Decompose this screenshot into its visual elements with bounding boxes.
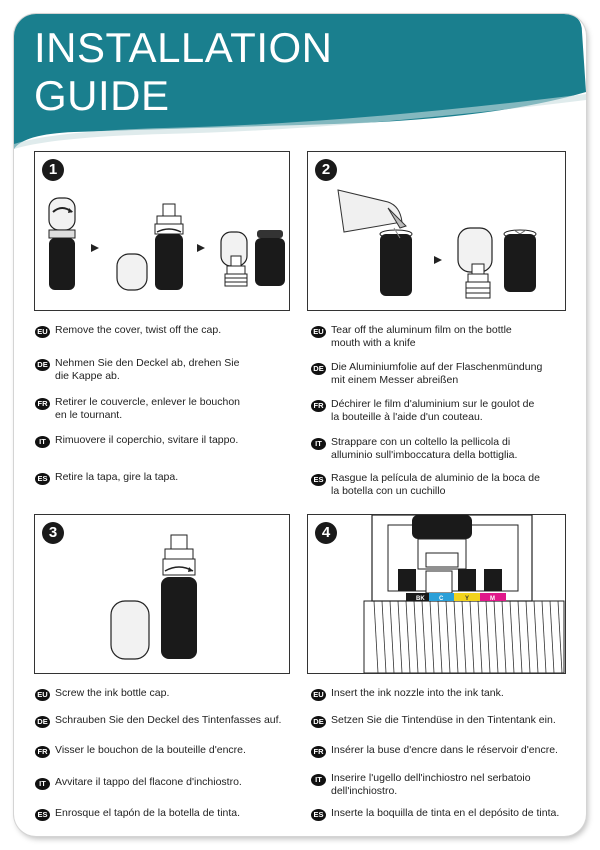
lang-badge-es: ES <box>35 473 50 485</box>
instruction-text: Die Aluminiumfolie auf der Flaschenmündung mit einem Messer abreißen <box>331 361 543 386</box>
lang-badge-es: ES <box>35 809 50 821</box>
instruction-text: Strappare con un coltello la pellicola di alluminio sull'imboccatura della bottiglia. <box>331 436 518 461</box>
instruction-row <box>311 807 559 821</box>
instruction-text: Enrosque el tapón de la botella de tinta. <box>55 807 241 819</box>
lang-badge-eu: EU <box>311 326 326 338</box>
instruction-text: Setzen Sie die Tintendüse in den Tintentank ein. <box>331 714 556 726</box>
header-banner <box>14 14 586 149</box>
instruction-text: Insert the ink nozzle into the ink tank. <box>331 687 504 699</box>
lang-badge-it: IT <box>311 438 326 450</box>
instruction-row <box>311 436 517 462</box>
lang-badge-it: IT <box>35 778 50 790</box>
instruction-row <box>311 744 558 758</box>
bottle-with-nozzle-icon <box>155 204 183 290</box>
step-3-panel <box>34 514 290 674</box>
instruction-row <box>311 361 542 387</box>
instruction-row <box>311 472 540 498</box>
instruction-row <box>311 772 531 798</box>
instruction-text: Inserire l'ugello dell'inchiostro nel serbatoio dell'inchiostro. <box>331 772 531 797</box>
instruction-text: Schrauben Sie den Deckel des Tintenfasses auf. <box>55 714 282 726</box>
step-4-illustration <box>308 515 565 673</box>
foil-open-bottle-icon <box>504 230 536 292</box>
open-bottle-icon <box>255 230 285 286</box>
step-1-illustration <box>35 152 289 310</box>
instruction-row <box>35 807 240 821</box>
instruction-row <box>35 687 169 701</box>
instruction-row <box>35 396 240 422</box>
instruction-row <box>311 398 534 424</box>
instruction-row <box>311 714 556 728</box>
instruction-text: Retirer le couvercle, enlever le bouchon en le tournant. <box>55 396 241 421</box>
instruction-text: Retire la tapa, gire la tapa. <box>55 471 179 483</box>
knife-icon <box>338 190 406 232</box>
title-line-2: GUIDE <box>34 72 170 119</box>
step-4-panel <box>307 514 566 674</box>
lang-badge-es: ES <box>311 809 326 821</box>
step-3-illustration <box>35 515 289 673</box>
printer-tank-icon <box>364 515 564 673</box>
instruction-text: Visser le bouchon de la bouteille d'encre. <box>55 744 246 756</box>
lang-badge-es: ES <box>311 474 326 486</box>
step-4-instructions <box>311 687 583 827</box>
cover-icon <box>111 601 149 659</box>
lang-badge-fr: FR <box>35 746 50 758</box>
lang-badge-fr: FR <box>311 746 326 758</box>
instruction-row <box>35 434 238 448</box>
step-2-illustration <box>308 152 565 310</box>
tank-label-bk: BK <box>416 596 425 602</box>
page-title <box>34 24 333 120</box>
step-1-instructions <box>35 324 295 504</box>
instruction-row <box>35 714 281 728</box>
instruction-text: Inserte la boquilla de tinta en el depósito de tinta. <box>331 807 560 819</box>
instruction-row <box>35 776 242 790</box>
instruction-row <box>311 687 504 701</box>
instruction-row <box>35 357 239 383</box>
step-2-instructions <box>311 324 581 504</box>
tank-label-y: Y <box>465 596 470 602</box>
lang-badge-eu: EU <box>35 689 50 701</box>
cover-icon <box>117 254 147 290</box>
instruction-text: Rasgue la película de aluminio de la boca de la botella con un cuchillo <box>331 472 540 497</box>
tank-label-c: C <box>439 596 444 602</box>
guide-card <box>14 14 586 836</box>
instruction-text: Screw the ink bottle cap. <box>55 687 170 699</box>
instruction-row <box>35 324 221 338</box>
foil-bottle-icon <box>380 228 412 296</box>
instruction-row <box>35 471 178 485</box>
step-2-number: 2 <box>315 159 337 181</box>
step-3-number: 3 <box>42 522 64 544</box>
lang-badge-it: IT <box>311 774 326 786</box>
instruction-text: Tear off the aluminum film on the bottle mouth with a knife <box>331 324 512 349</box>
lang-badge-de: DE <box>35 716 50 728</box>
step-1-panel <box>34 151 290 311</box>
lang-badge-de: DE <box>311 716 326 728</box>
lang-badge-fr: FR <box>35 398 50 410</box>
instruction-row <box>35 744 246 758</box>
lang-badge-de: DE <box>311 363 326 375</box>
cap-removed-icon <box>221 232 247 286</box>
instruction-row <box>311 324 512 350</box>
instruction-text: Nehmen Sie den Deckel ab, drehen Sie die Kappe ab. <box>55 357 240 382</box>
instruction-text: Déchirer le film d'aluminium sur le goulot de la bouteille à l'aide d'un couteau. <box>331 398 535 423</box>
lang-badge-fr: FR <box>311 400 326 412</box>
instruction-text: Avvitare il tappo del flacone d'inchiostro. <box>55 776 242 788</box>
bottle-with-nozzle-icon <box>161 535 197 659</box>
bottle-with-cap-icon <box>49 198 75 290</box>
cap-nozzle-icon <box>458 228 492 298</box>
instruction-text: Rimuovere il coperchio, svitare il tappo. <box>55 434 239 446</box>
lang-badge-it: IT <box>35 436 50 448</box>
title-line-1: INSTALLATION <box>34 24 333 71</box>
step-1-number: 1 <box>42 159 64 181</box>
step-3-instructions <box>35 687 305 827</box>
tank-label-m: M <box>490 596 495 602</box>
step-4-number: 4 <box>315 522 337 544</box>
lang-badge-eu: EU <box>311 689 326 701</box>
lang-badge-de: DE <box>35 359 50 371</box>
instruction-text: Remove the cover, twist off the cap. <box>55 324 222 336</box>
step-2-panel <box>307 151 566 311</box>
lang-badge-eu: EU <box>35 326 50 338</box>
instruction-text: Insérer la buse d'encre dans le réservoir d'encre. <box>331 744 558 756</box>
